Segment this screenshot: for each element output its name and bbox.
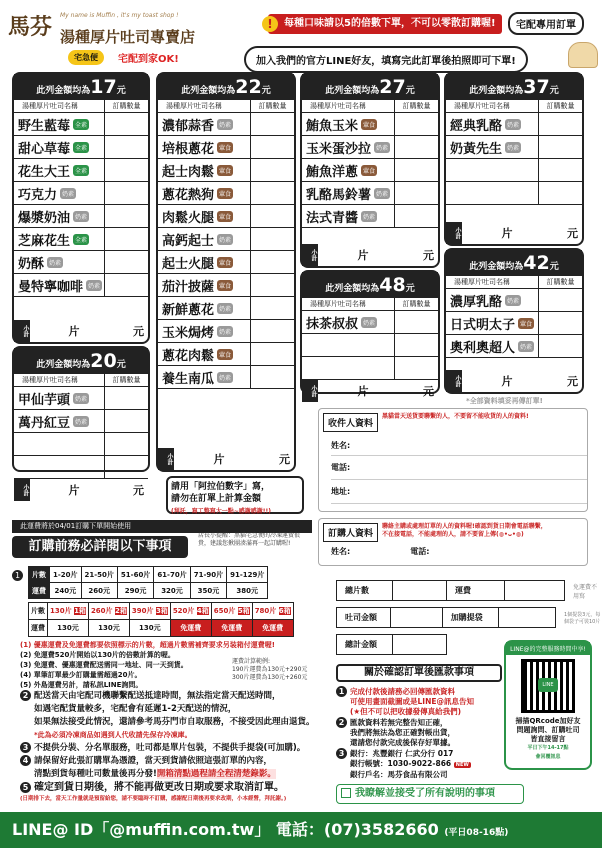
delivery-text: 宅配到家OK! [118, 50, 179, 65]
quantity-field[interactable] [104, 159, 148, 181]
column-headers: 湯種厚片吐司名稱 訂購數量 [446, 276, 582, 289]
product-name: 奶酥 奶素 [14, 253, 104, 272]
diet-tag: 葷食 [361, 165, 377, 176]
line-qr-panel [504, 640, 592, 770]
ship-piece: 61-70片 [154, 567, 190, 583]
subtotal-row: 小計 片 元 [446, 370, 582, 392]
footer-bar [0, 812, 602, 848]
product-row [14, 113, 148, 136]
product-row [158, 136, 294, 159]
quantity-field[interactable] [250, 228, 294, 250]
diet-tag: 奶素 [505, 295, 521, 306]
calc-title: 運費計算範例: [232, 658, 307, 666]
column-headers: 湯種厚片吐司名稱 訂購數量 [302, 298, 438, 311]
quantity-field[interactable] [104, 456, 148, 478]
pay-1c: (★但不可以把收據發傳真給我們) [336, 707, 516, 717]
product-row [158, 320, 294, 343]
product-name: 法式青醬 奶素 [302, 207, 394, 226]
product-row [14, 159, 148, 182]
ship-piece: 71-90片 [190, 567, 226, 583]
diet-tag: 奶素 [361, 211, 377, 222]
product-row [446, 113, 582, 136]
product-row [14, 228, 148, 251]
diet-tag: 奶素 [217, 234, 233, 245]
product-name: 起士火腿 葷食 [158, 253, 250, 272]
product-row [158, 205, 294, 228]
rule-2c: 如果無法接受此情況，還請參考馬芬門市自取服務，不接受因此理由退貨。 [20, 716, 320, 729]
quantity-field[interactable] [394, 159, 438, 181]
buyer-phone-field[interactable]: 電話: [410, 546, 429, 557]
diet-tag: 奶素 [361, 317, 377, 328]
note-5: (5) 外島運費另計，請私訊LINE詢問。 [20, 680, 320, 690]
buyer-name-field[interactable]: 姓名: [331, 546, 350, 557]
diet-tag: 奶素 [374, 188, 390, 199]
product-row [158, 182, 294, 205]
quantity-field[interactable] [538, 182, 582, 204]
price-group-27 [300, 72, 440, 268]
blank-row [446, 159, 582, 182]
rule-2: 2 配送當天由宅配司機聯繫配送抵達時間，無法指定當天配送時間， [20, 690, 320, 703]
diet-tag: 葷食 [361, 119, 377, 130]
quantity-field[interactable] [104, 182, 148, 204]
footer-phone[interactable]: 電話：(07)3582660 [276, 820, 439, 839]
rule-4b: 清點到貨每種吐司數量後再分發!開箱清點過程請全程清楚錄影。 [20, 768, 320, 781]
product-row [158, 159, 294, 182]
diet-tag: 葷食 [217, 280, 233, 291]
shipping-note: 免運費不用寫 [565, 581, 602, 601]
bag-note: 1個提袋3元，每個袋子可裝10片 [555, 608, 602, 628]
diet-tag: 奶素 [217, 326, 233, 337]
quantity-field[interactable] [250, 343, 294, 365]
recipient-phone-field[interactable]: 電話: [331, 456, 587, 480]
quantity-field[interactable] [394, 334, 438, 356]
mem-piece: 780片 6箱 [252, 603, 293, 620]
diet-tag: 葷食 [518, 318, 534, 329]
diet-tag: 葷食 [217, 349, 233, 360]
quantity-field[interactable] [104, 251, 148, 273]
order-type-badge: 宅配專用訂單 [508, 12, 584, 35]
price-header: 此列金額均為22元 [158, 74, 294, 100]
ship-piece: 1-20片 [50, 567, 82, 583]
arabic-numeral-warning [166, 476, 304, 514]
product-name: 經典乳酪 奶素 [446, 115, 538, 134]
product-name: 玉米焗烤 奶素 [158, 322, 250, 341]
product-name: 萬丹紅豆 奶素 [14, 412, 104, 431]
quantity-field[interactable] [538, 136, 582, 158]
bag-label: 加購提袋 [442, 608, 498, 628]
diet-tag: 奶素 [73, 393, 89, 404]
mem-fee: 免運費 [211, 620, 252, 637]
quantity-field[interactable] [250, 113, 294, 135]
subtotal-row: 小計 片 元 [14, 320, 148, 342]
courier-badge: 宅急便 [68, 50, 104, 65]
quantity-field[interactable] [250, 182, 294, 204]
pay-2: 2 匯款資料若無完整告知正確， [336, 717, 516, 728]
product-name: 奶黃先生 奶素 [446, 138, 538, 157]
product-name: 甜心草莓 全素 [14, 138, 104, 157]
product-name: 奧利奧超人 奶素 [446, 337, 538, 356]
discount-shipping-table [12, 602, 294, 637]
column-headers: 湯種厚片吐司名稱 訂購數量 [14, 100, 148, 113]
diet-tag: 全素 [73, 165, 89, 176]
price-header: 此列金額均為20元 [14, 348, 148, 374]
recipient-form [318, 408, 588, 512]
subtotal-row: 小計 片 元 [302, 244, 438, 266]
product-name: 鮪魚玉米 葷食 [302, 115, 394, 134]
bag-field[interactable] [498, 608, 555, 628]
note-1: (1) 優惠運費及免運費都要依照標示的片數，超過片數需補齊要求另装箱付運費喔! [20, 640, 320, 650]
product-name: 曼特寧咖啡 奶素 [14, 276, 104, 295]
pay-2c: 還請您付款完成後保存好單據。 [336, 738, 516, 748]
ship-fee: 290元 [117, 583, 153, 599]
quantity-field[interactable] [104, 205, 148, 227]
shipping-table [12, 566, 268, 599]
pay-2b: 我們將無法為您正確對帳出貨， [336, 728, 516, 738]
pay-1: 1 完成付款後請務必回傳匯款資料 [336, 686, 516, 697]
price-header: 此列金額均為17元 [14, 74, 148, 100]
subtotal-row: 小計 片 元 [302, 380, 438, 402]
ship-fee: 240元 [50, 583, 82, 599]
quantity-field[interactable] [104, 136, 148, 158]
product-row [446, 335, 582, 358]
total-label: 總計金額 [337, 635, 393, 655]
product-name: 乳酪馬鈴薯 奶素 [302, 184, 394, 203]
diet-tag: 奶素 [73, 211, 89, 222]
recipient-address-field[interactable]: 地址: [331, 480, 587, 504]
quantity-field[interactable] [394, 182, 438, 204]
warn-line-2: 請勿在訂單上計算金額 [171, 493, 299, 505]
mem-piece: 260片 2箱 [88, 603, 129, 620]
product-row [14, 205, 148, 228]
subtotal-row: 小計 片 元 [158, 448, 294, 470]
product-row [446, 289, 582, 312]
mem-fee: 免運費 [252, 620, 293, 637]
brand-logo: 馬芬 [8, 10, 52, 41]
toast-amount-field[interactable] [391, 608, 443, 628]
diet-tag: 全素 [73, 119, 89, 130]
diet-tag: 奶素 [73, 416, 89, 427]
diet-tag: 奶素 [60, 188, 76, 199]
quantity-field[interactable] [104, 410, 148, 432]
buyer-title: 訂購人資料 [323, 523, 378, 542]
product-name: 玉米蛋沙拉 奶素 [302, 138, 394, 157]
calc-1: 190片運費為130元+290元 [232, 666, 307, 674]
product-row [158, 251, 294, 274]
product-name: 茄汁披薩 葷食 [158, 276, 250, 295]
quantity-field[interactable] [394, 357, 438, 379]
mem-piece: 520片 4箱 [170, 603, 211, 620]
quantity-field[interactable] [104, 113, 148, 135]
product-name: 養生南瓜 奶素 [158, 368, 250, 387]
price-group-42 [444, 248, 584, 394]
footer-hours: (平日08-16點) [444, 828, 508, 838]
product-row [158, 366, 294, 389]
price-header: 此列金額均為37元 [446, 74, 582, 100]
column-headers: 湯種厚片吐司名稱 訂購數量 [302, 100, 438, 113]
calc-2: 300片運費為130元+260元 [232, 674, 307, 682]
ship-piece: 51-60片 [117, 567, 153, 583]
order-rules-main [20, 690, 320, 803]
rule-number-1: 1 [12, 570, 23, 581]
product-row [158, 297, 294, 320]
product-name: 鮪魚洋蔥 葷食 [302, 161, 394, 180]
price-group-22 [156, 72, 296, 472]
quantity-field[interactable] [538, 113, 582, 135]
footer-line: LINE@ [12, 820, 68, 839]
rule-4: 4 請保留好此張訂購單為憑證，當天到貨請依照這張訂單的內容， [20, 755, 320, 768]
column-headers: 湯種厚片吐司名稱 訂購數量 [446, 100, 582, 113]
diet-tag: 奶素 [518, 341, 534, 352]
warn-line-3: (拜託，寫工整寫大一點~感謝感謝!!) [171, 508, 271, 515]
product-row [14, 410, 148, 433]
mem-piece: 650片 5箱 [211, 603, 252, 620]
ship-fee: 380元 [227, 583, 268, 599]
quantity-field[interactable] [538, 335, 582, 357]
total-pieces-label: 總片數 [337, 581, 393, 601]
product-row [158, 274, 294, 297]
blank-row [302, 334, 438, 357]
diet-tag: 全素 [73, 142, 89, 153]
mem-fee: 130元 [88, 620, 129, 637]
total-pieces-field[interactable] [393, 581, 447, 601]
payment-info [336, 686, 516, 780]
product-name: 爆漿奶油 奶素 [14, 207, 104, 226]
ship-fee-label: 運費 [29, 583, 50, 599]
diet-tag: 奶素 [217, 372, 233, 383]
ship-fee: 320元 [154, 583, 190, 599]
quantity-field[interactable] [250, 320, 294, 342]
recipient-name-field[interactable]: 姓名: [331, 436, 587, 456]
warning-icon: ! [262, 16, 278, 32]
column-headers: 湯種厚片吐司名稱 訂購數量 [158, 100, 294, 113]
qr-hours: 平日下午14-17點 [506, 744, 590, 753]
buyer-note: 聯絡主購或處理訂單的人的資料喔!確認到貨日期會電話聯繫，不在接電話，不能處理的人，請不要留上傳(◍•ᴗ•◍) [382, 523, 552, 539]
note-3: (3) 免運費、優惠運費配送需同一地址、同一天到貨。 [20, 660, 320, 670]
blank-row [14, 456, 148, 479]
rule-3: 3 不提供分裝、分名單服務，吐司都是單片包裝，不提供手提袋(可加購)。 [20, 742, 320, 755]
qr-head: LINE@的完整服務時間中享! [506, 642, 590, 655]
product-row [158, 228, 294, 251]
tagline: My name is Muffin , it's my toast shop ! [60, 12, 179, 19]
quantity-field[interactable] [104, 433, 148, 455]
product-row [302, 182, 438, 205]
toast-icon [568, 42, 598, 68]
cat-tip: 店長小提醒：黑貓宅急便的冷凍運費很貴，建議您揪團湊滿再一起訂購喔! [198, 532, 308, 548]
diet-tag: 奶素 [505, 119, 521, 130]
quantity-field[interactable] [538, 289, 582, 311]
product-name: 新鮮蔥花 奶素 [158, 299, 250, 318]
product-name: 野生藍莓 全素 [14, 115, 104, 134]
quantity-field[interactable] [394, 113, 438, 135]
quantity-field[interactable] [250, 251, 294, 273]
price-group-17 [12, 72, 150, 344]
product-row [14, 387, 148, 410]
diet-tag: 葷食 [217, 211, 233, 222]
subtotal-row: 小計 片 元 [14, 479, 148, 501]
product-row [14, 182, 148, 205]
product-row [14, 274, 148, 297]
payment-title: 關於確認訂單後匯款事項 [336, 664, 502, 682]
quantity-field[interactable] [394, 311, 438, 333]
mem-fee: 130元 [48, 620, 89, 637]
agree-checkbox[interactable]: 我瞭解並接受了所有說明的事項 [336, 784, 524, 804]
quantity-field[interactable] [250, 366, 294, 388]
product-name: 高鈣起士 奶素 [158, 230, 250, 249]
price-header: 此列金額均為27元 [302, 74, 438, 100]
mem-pieces-label: 片數 [29, 603, 48, 620]
pay-3c: 銀行戶名：馬芬食品有限公司 [336, 770, 516, 780]
product-name: 芝麻花生 全素 [14, 230, 104, 249]
diet-tag: 奶素 [86, 280, 102, 291]
recipient-title: 收件人資料 [323, 413, 378, 432]
fill-all-note: *全部資料填妥再傳訂單! [466, 396, 543, 406]
quantity-field[interactable] [394, 136, 438, 158]
price-group-37 [444, 72, 584, 246]
recipient-note: 黑貓當天送貨要聯繫的人，不要留不能收貨的人的資料! [382, 413, 552, 421]
shipping-label: 運費 [447, 581, 505, 601]
blank-row [302, 357, 438, 380]
column-headers: 湯種厚片吐司名稱 訂購數量 [14, 374, 148, 387]
quantity-field[interactable] [538, 159, 582, 181]
quantity-notice: 每種口味請以5的倍數下單，不可以零散訂購喔! [268, 14, 502, 34]
product-name: 抹茶叔叔 奶素 [302, 313, 394, 332]
diet-tag: 奶素 [217, 303, 233, 314]
product-name: 甲仙芋頭 奶素 [14, 389, 104, 408]
toast-amount-label: 吐司金額 [337, 608, 391, 628]
rule-5: 5 確定到貨日期後，將不能再做更改日期或要求取消訂單。 [20, 781, 320, 795]
product-name: 培根蔥花 葷食 [158, 138, 250, 157]
product-row [302, 113, 438, 136]
rule-2d: *此為必須冷凍商品如遇到人代收請先保存冷凍庫。 [20, 729, 320, 742]
quantity-field[interactable] [394, 205, 438, 227]
product-name: 蔥花肉鬆 葷食 [158, 345, 250, 364]
quantity-field[interactable] [250, 136, 294, 158]
product-name: 肉鬆火腿 葷食 [158, 207, 250, 226]
total-field[interactable] [393, 635, 447, 655]
product-row [302, 136, 438, 159]
quantity-field[interactable] [250, 159, 294, 181]
price-header: 此列金額均為42元 [446, 250, 582, 276]
note-2: (2) 免運費520片開始以130片的倍數計算的喔。 [20, 650, 320, 660]
product-name: 巧克力 奶素 [14, 184, 104, 203]
footer-line-id[interactable]: ID「@muffin.com.tw」 [74, 820, 270, 839]
line-notice: 加入我們的官方LINE好友，填寫完此訂單後拍照即可下單! [244, 46, 528, 73]
shipping-calc-example [232, 658, 307, 682]
mem-piece: 390片 3箱 [129, 603, 170, 620]
diet-tag: 葷食 [217, 165, 233, 176]
diet-tag: 全素 [73, 234, 89, 245]
line-icon: LINE [538, 678, 558, 692]
product-row [158, 343, 294, 366]
diet-tag: 奶素 [374, 142, 390, 153]
qr-reply: 皆直接留言 [506, 735, 590, 744]
shipping-field[interactable] [505, 581, 565, 601]
note-4: (4) 單筆訂單最少訂購量需超過20片。 [20, 670, 320, 680]
pay-3: 3 銀行：兆豐銀行 仁武分行 017 [336, 748, 516, 759]
pay-3b: 銀行帳號：1030-9022-866 NEW [336, 759, 516, 770]
quantity-field[interactable] [104, 228, 148, 250]
product-name: 蔥花熱狗 葷食 [158, 184, 250, 203]
diet-tag: 葷食 [217, 142, 233, 153]
buyer-form [318, 518, 588, 566]
mem-piece: 130片 1箱 [48, 603, 89, 620]
quantity-field[interactable] [538, 312, 582, 334]
quantity-field[interactable] [250, 274, 294, 296]
diet-tag: 奶素 [217, 119, 233, 130]
mem-fee-label: 運費 [29, 620, 48, 637]
product-row [14, 136, 148, 159]
product-row [14, 251, 148, 274]
warn-line-1: 請用「阿拉伯數字」寫， [171, 481, 299, 493]
rules-title: 訂購前務必詳閱以下事項 [12, 536, 188, 558]
price-group-48 [300, 270, 440, 394]
mem-fee: 130元 [129, 620, 170, 637]
product-name: 濃郁蒜香 奶素 [158, 115, 250, 134]
product-row [302, 205, 438, 228]
product-row [158, 113, 294, 136]
diet-tag: 葷食 [217, 257, 233, 268]
ship-piece: 21-50片 [81, 567, 117, 583]
quantity-field[interactable] [250, 205, 294, 227]
mem-fee: 免運費 [170, 620, 211, 637]
subtotal-row: 小計 片 元 [446, 222, 582, 244]
product-name: 花生大王 全素 [14, 161, 104, 180]
quantity-field[interactable] [250, 297, 294, 319]
qr-inquire: 問題詢問、訂購吐司 [506, 726, 590, 735]
diet-tag: 奶素 [47, 257, 63, 268]
diet-tag: 葷食 [217, 188, 233, 199]
ship-pieces-label: 片數 [29, 567, 50, 583]
qr-code[interactable] [521, 659, 575, 713]
product-row [302, 159, 438, 182]
blank-row [14, 433, 148, 456]
product-row [446, 312, 582, 335]
qr-scan-text: 掃描QRcode加好友 [506, 717, 590, 726]
ship-piece: 91-129片 [227, 567, 268, 583]
quantity-field[interactable] [104, 387, 148, 409]
product-name: 濃厚乳酪 奶素 [446, 291, 538, 310]
rule-5b: (日期排下去，當天工作量就是預留給您，請不要臨時不訂購，感謝配日期後再要求改期，小本經營，拜託謝。) [20, 795, 320, 803]
quantity-field[interactable] [104, 274, 148, 296]
blank-row [446, 182, 582, 205]
ship-fee: 260元 [81, 583, 117, 599]
price-group-20 [12, 346, 150, 472]
diet-tag: 奶素 [505, 142, 521, 153]
shipping-effective-notice: 此運費將於04/01訂購下單開始使用 [12, 520, 312, 533]
qr-reply2: 會回覆訊息 [506, 753, 590, 762]
price-header: 此列金額均為48元 [302, 272, 438, 298]
pay-1b: 可使用畫面截圖或是LINE@訊息告知 [336, 697, 516, 707]
product-name: 起士肉鬆 葷食 [158, 161, 250, 180]
rule-2b: 如遇宅配貨量較多，宅配會有延遲1-2天配送的情況， [20, 703, 320, 716]
brand-subtitle: 湯種厚片吐司專賣店 [60, 26, 195, 47]
product-row [302, 311, 438, 334]
ship-fee: 350元 [190, 583, 226, 599]
product-name: 日式明太子 葷食 [446, 314, 538, 333]
product-row [446, 136, 582, 159]
